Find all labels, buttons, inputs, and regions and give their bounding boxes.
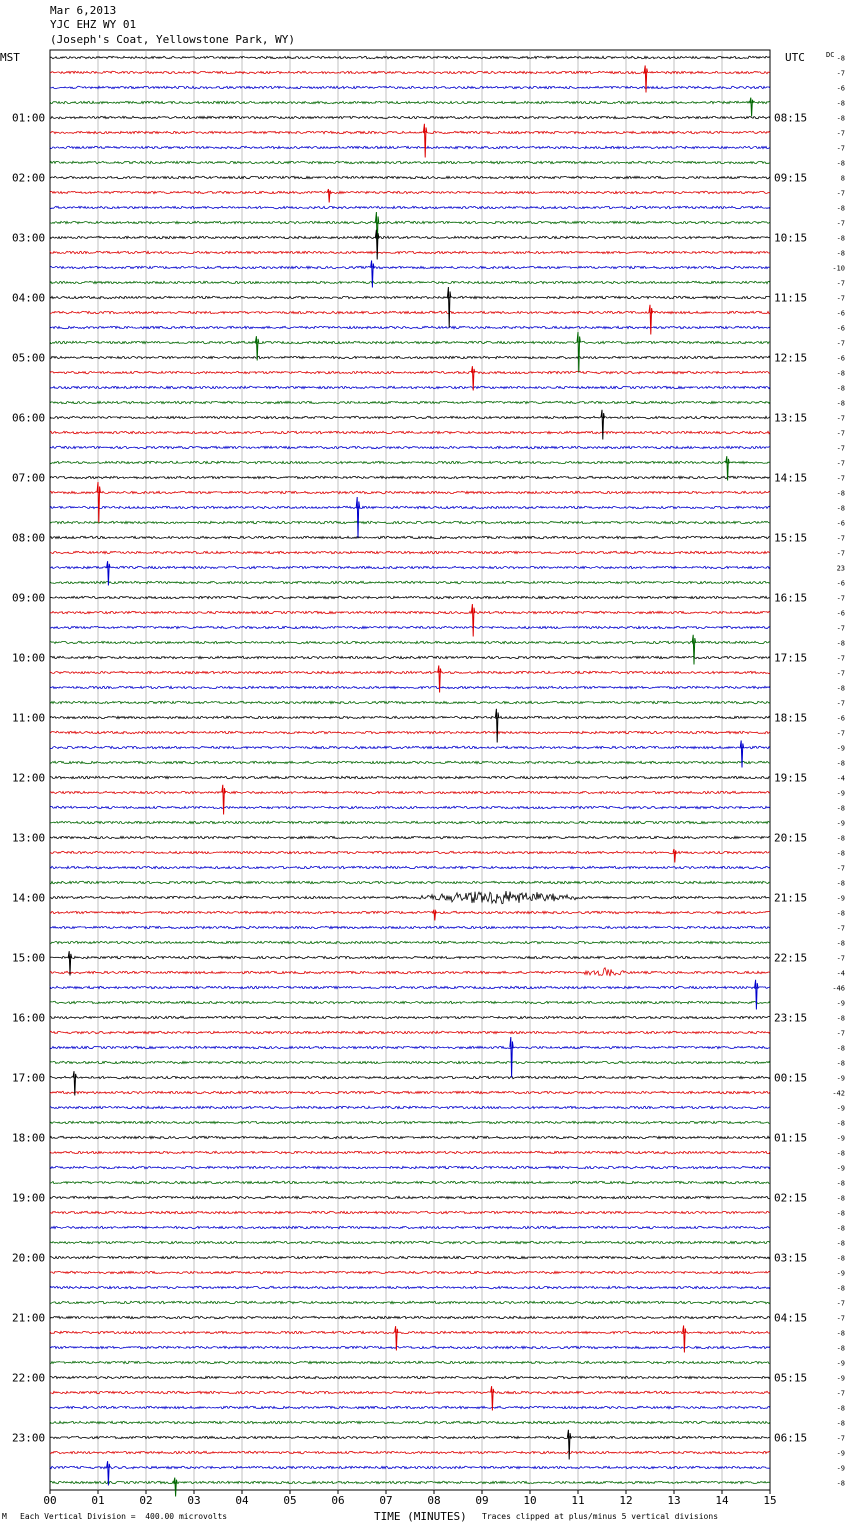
dc-offset-18: -6 bbox=[836, 324, 845, 333]
trace-55 bbox=[50, 881, 770, 883]
dc-offset-37: -6 bbox=[836, 609, 845, 618]
dc-offset-85: -8 bbox=[836, 1329, 845, 1338]
trace-56 bbox=[50, 891, 770, 904]
dc-offset-11: -7 bbox=[836, 219, 845, 228]
trace-59 bbox=[50, 941, 770, 943]
dc-offset-61: -4 bbox=[836, 969, 845, 978]
utc-label-13: 20:15 bbox=[774, 831, 808, 845]
trace-95 bbox=[50, 1481, 770, 1483]
dc-offset-8: 8 bbox=[840, 174, 845, 183]
dc-offset-30: -8 bbox=[836, 504, 845, 513]
event-spike-17 bbox=[471, 604, 474, 636]
dc-offset-19: -7 bbox=[836, 339, 845, 348]
utc-label-7: 14:15 bbox=[774, 471, 808, 485]
trace-38 bbox=[50, 626, 770, 628]
dc-offset-49: -9 bbox=[836, 789, 845, 798]
trace-30 bbox=[50, 506, 770, 508]
dc-offset-17: -6 bbox=[836, 309, 845, 318]
event-spike-34 bbox=[174, 1478, 177, 1497]
x-tick-label-07: 07 bbox=[379, 1494, 393, 1507]
trace-71 bbox=[50, 1121, 770, 1123]
dc-offset-12: -8 bbox=[836, 234, 845, 243]
trace-64 bbox=[50, 1016, 770, 1018]
dc-offset-53: -8 bbox=[836, 849, 845, 858]
mst-label-21: 21:00 bbox=[12, 1311, 46, 1325]
utc-label-15: 22:15 bbox=[774, 951, 808, 965]
trace-83 bbox=[50, 1301, 770, 1303]
dc-offset-45: -7 bbox=[836, 729, 845, 738]
dc-offset-66: -8 bbox=[836, 1044, 845, 1053]
trace-8 bbox=[50, 176, 770, 178]
trace-24 bbox=[50, 416, 770, 418]
dc-offset-3: -8 bbox=[836, 99, 845, 108]
utc-label-11: 18:15 bbox=[774, 711, 808, 725]
dc-offset-21: -8 bbox=[836, 369, 845, 378]
mst-label-2: 02:00 bbox=[12, 171, 46, 185]
dc-offset-69: -42 bbox=[832, 1089, 845, 1098]
dc-offset-70: -9 bbox=[836, 1104, 845, 1113]
trace-68 bbox=[50, 1076, 770, 1078]
trace-44 bbox=[50, 716, 770, 718]
trace-58 bbox=[50, 926, 770, 928]
dc-offset-16: -7 bbox=[836, 294, 845, 303]
trace-79 bbox=[50, 1241, 770, 1243]
corner-mark: M bbox=[2, 1512, 7, 1521]
dc-offset-25: -7 bbox=[836, 429, 845, 438]
event-spike-8 bbox=[649, 305, 652, 335]
utc-label-2: 09:15 bbox=[774, 171, 808, 185]
dc-offset-57: -8 bbox=[836, 909, 845, 918]
mst-label-23: 23:00 bbox=[12, 1431, 46, 1445]
dc-offset-29: -8 bbox=[836, 489, 845, 498]
clip-note: Traces clipped at plus/minus 5 vertical divisions bbox=[482, 1512, 719, 1521]
dc-offset-87: -9 bbox=[836, 1359, 845, 1368]
dc-offset-76: -8 bbox=[836, 1194, 845, 1203]
trace-34 bbox=[50, 566, 770, 568]
trace-26 bbox=[50, 446, 770, 448]
utc-label-3: 10:15 bbox=[774, 231, 808, 245]
mst-label-5: 05:00 bbox=[12, 351, 46, 365]
dc-offset-23: -8 bbox=[836, 399, 845, 408]
dc-offset-40: -7 bbox=[836, 654, 845, 663]
trace-28 bbox=[50, 476, 770, 478]
utc-label-16: 23:15 bbox=[774, 1011, 808, 1025]
trace-12 bbox=[50, 236, 770, 238]
x-tick-label-11: 11 bbox=[571, 1494, 585, 1507]
dc-offset-15: -7 bbox=[836, 279, 845, 288]
dc-label: DC bbox=[826, 51, 835, 59]
event-spike-22 bbox=[222, 785, 225, 815]
event-spike-27 bbox=[510, 1037, 513, 1078]
dc-offset-73: -8 bbox=[836, 1149, 845, 1158]
dc-offset-67: -8 bbox=[836, 1059, 845, 1068]
utc-label-22: 05:15 bbox=[774, 1371, 808, 1385]
trace-17 bbox=[50, 311, 770, 313]
trace-53 bbox=[50, 851, 770, 853]
mst-label-7: 07:00 bbox=[12, 471, 46, 485]
x-tick-label-04: 04 bbox=[235, 1494, 249, 1507]
dc-offset-75: -8 bbox=[836, 1179, 845, 1188]
dc-offset-26: -7 bbox=[836, 444, 845, 453]
dc-offset-86: -8 bbox=[836, 1344, 845, 1353]
mst-label-1: 01:00 bbox=[12, 111, 46, 125]
event-spike-20 bbox=[495, 709, 498, 743]
event-spike-9 bbox=[577, 332, 580, 373]
event-spike-18 bbox=[692, 635, 695, 665]
trace-6 bbox=[50, 146, 770, 148]
dc-offset-0: -8 bbox=[836, 54, 845, 63]
trace-16 bbox=[50, 296, 770, 298]
division-note: Each Vertical Division = 400.00 microvolts bbox=[20, 1512, 228, 1521]
event-spike-24 bbox=[433, 910, 436, 921]
dc-offset-36: -7 bbox=[836, 594, 845, 603]
trace-57 bbox=[50, 911, 770, 913]
dc-offset-92: -7 bbox=[836, 1434, 845, 1443]
mst-label-3: 03:00 bbox=[12, 231, 46, 245]
mst-label-8: 08:00 bbox=[12, 531, 46, 545]
dc-offset-95: -8 bbox=[836, 1479, 845, 1488]
mst-label-11: 11:00 bbox=[12, 711, 46, 725]
dc-offset-50: -8 bbox=[836, 804, 845, 813]
dc-offset-78: -8 bbox=[836, 1224, 845, 1233]
event-spike-21 bbox=[740, 741, 743, 768]
dc-offset-41: -7 bbox=[836, 669, 845, 678]
dc-offset-4: -8 bbox=[836, 114, 845, 123]
x-tick-label-12: 12 bbox=[619, 1494, 633, 1507]
event-spike-31 bbox=[491, 1386, 494, 1410]
left-axis-title: MST bbox=[0, 51, 20, 64]
trace-52 bbox=[50, 836, 770, 838]
x-tick-label-13: 13 bbox=[667, 1494, 681, 1507]
dc-offset-2: -6 bbox=[836, 84, 845, 93]
trace-70 bbox=[50, 1106, 770, 1108]
x-tick-label-15: 15 bbox=[763, 1494, 777, 1507]
event-spike-7 bbox=[447, 287, 450, 328]
trace-54 bbox=[50, 866, 770, 868]
x-tick-label-10: 10 bbox=[523, 1494, 537, 1507]
utc-label-9: 16:15 bbox=[774, 591, 808, 605]
event-spike-32 bbox=[567, 1430, 570, 1460]
mst-label-13: 13:00 bbox=[12, 831, 46, 845]
trace-74 bbox=[50, 1166, 770, 1168]
trace-42 bbox=[50, 686, 770, 688]
event-spike-1 bbox=[750, 98, 753, 117]
utc-label-14: 21:15 bbox=[774, 891, 808, 905]
trace-81 bbox=[50, 1271, 770, 1273]
trace-80 bbox=[50, 1256, 770, 1258]
trace-69 bbox=[50, 1091, 770, 1093]
dc-offset-33: -7 bbox=[836, 549, 845, 558]
utc-label-10: 17:15 bbox=[774, 651, 808, 665]
trace-61 bbox=[50, 968, 770, 976]
dc-offset-54: -7 bbox=[836, 864, 845, 873]
x-tick-label-02: 02 bbox=[139, 1494, 153, 1507]
dc-offset-32: -7 bbox=[836, 534, 845, 543]
trace-29 bbox=[50, 491, 770, 493]
dc-offset-39: -8 bbox=[836, 639, 845, 648]
dc-offset-20: -6 bbox=[836, 354, 845, 363]
trace-36 bbox=[50, 596, 770, 598]
dc-offset-65: -7 bbox=[836, 1029, 845, 1038]
dc-offset-10: -8 bbox=[836, 204, 845, 213]
trace-62 bbox=[50, 986, 770, 988]
trace-20 bbox=[50, 356, 770, 358]
utc-label-8: 15:15 bbox=[774, 531, 808, 545]
trace-49 bbox=[50, 791, 770, 793]
dc-offset-58: -7 bbox=[836, 924, 845, 933]
event-spike-3 bbox=[327, 189, 330, 203]
utc-label-12: 19:15 bbox=[774, 771, 808, 785]
trace-73 bbox=[50, 1151, 770, 1153]
dc-offset-27: -7 bbox=[836, 459, 845, 468]
dc-offset-91: -8 bbox=[836, 1419, 845, 1428]
dc-offset-5: -7 bbox=[836, 129, 845, 138]
utc-label-19: 02:15 bbox=[774, 1191, 808, 1205]
dc-offset-13: -8 bbox=[836, 249, 845, 258]
x-tick-label-01: 01 bbox=[91, 1494, 105, 1507]
trace-92 bbox=[50, 1436, 770, 1438]
dc-offset-81: -9 bbox=[836, 1269, 845, 1278]
trace-7 bbox=[50, 161, 770, 163]
trace-86 bbox=[50, 1346, 770, 1348]
trace-33 bbox=[50, 551, 770, 553]
station-location: (Joseph's Coat, Yellowstone Park, WY) bbox=[50, 33, 296, 46]
dc-offset-38: -7 bbox=[836, 624, 845, 633]
dc-offset-47: -8 bbox=[836, 759, 845, 768]
dc-offset-59: -8 bbox=[836, 939, 845, 948]
trace-27 bbox=[50, 461, 770, 463]
mst-label-18: 18:00 bbox=[12, 1131, 46, 1145]
trace-25 bbox=[50, 431, 770, 433]
mst-label-15: 15:00 bbox=[12, 951, 46, 965]
utc-label-6: 13:15 bbox=[774, 411, 808, 425]
dc-offset-88: -9 bbox=[836, 1374, 845, 1383]
trace-75 bbox=[50, 1181, 770, 1183]
trace-60 bbox=[50, 956, 770, 958]
minute-gridlines bbox=[98, 50, 722, 1490]
dc-offset-80: -8 bbox=[836, 1254, 845, 1263]
dc-offset-9: -7 bbox=[836, 189, 845, 198]
dc-offset-44: -6 bbox=[836, 714, 845, 723]
mst-label-16: 16:00 bbox=[12, 1011, 46, 1025]
x-tick-label-03: 03 bbox=[187, 1494, 201, 1507]
trace-50 bbox=[50, 806, 770, 808]
x-axis-title: TIME (MINUTES) bbox=[374, 1510, 467, 1523]
dc-offset-72: -9 bbox=[836, 1134, 845, 1143]
dc-offset-64: -8 bbox=[836, 1014, 845, 1023]
mst-label-17: 17:00 bbox=[12, 1071, 46, 1085]
trace-45 bbox=[50, 731, 770, 733]
utc-label-18: 01:15 bbox=[774, 1131, 808, 1145]
dc-offset-34: 23 bbox=[836, 564, 845, 573]
trace-39 bbox=[50, 641, 770, 643]
dc-offset-28: -7 bbox=[836, 474, 845, 483]
event-spike-30 bbox=[683, 1326, 686, 1353]
utc-label-1: 08:15 bbox=[774, 111, 808, 125]
event-spike-2 bbox=[423, 124, 426, 158]
x-tick-label-08: 08 bbox=[427, 1494, 441, 1507]
event-spike-23 bbox=[673, 849, 676, 863]
event-spike-29 bbox=[395, 1326, 398, 1350]
dc-offset-93: -9 bbox=[836, 1449, 845, 1458]
trace-88 bbox=[50, 1376, 770, 1378]
trace-21 bbox=[50, 371, 770, 373]
dc-offset-82: -8 bbox=[836, 1284, 845, 1293]
mst-label-9: 09:00 bbox=[12, 591, 46, 605]
dc-offset-51: -9 bbox=[836, 819, 845, 828]
trace-11 bbox=[50, 221, 770, 223]
dc-offset-48: -4 bbox=[836, 774, 845, 783]
dc-offset-68: -9 bbox=[836, 1074, 845, 1083]
dc-offset-7: -8 bbox=[836, 159, 845, 168]
dc-offset-31: -6 bbox=[836, 519, 845, 528]
trace-15 bbox=[50, 281, 770, 283]
dc-offset-90: -8 bbox=[836, 1404, 845, 1413]
dc-offset-14: -10 bbox=[832, 264, 845, 273]
trace-32 bbox=[50, 536, 770, 538]
dc-offset-74: -9 bbox=[836, 1164, 845, 1173]
trace-85 bbox=[50, 1331, 770, 1333]
trace-18 bbox=[50, 326, 770, 328]
trace-76 bbox=[50, 1196, 770, 1198]
trace-9 bbox=[50, 191, 770, 193]
x-tick-label-00: 00 bbox=[43, 1494, 57, 1507]
trace-67 bbox=[50, 1061, 770, 1063]
trace-14 bbox=[50, 266, 770, 268]
dc-offset-63: -9 bbox=[836, 999, 845, 1008]
trace-48 bbox=[50, 776, 770, 778]
dc-offset-46: -9 bbox=[836, 744, 845, 753]
dc-offset-22: -8 bbox=[836, 384, 845, 393]
dc-offset-60: -7 bbox=[836, 954, 845, 963]
trace-37 bbox=[50, 611, 770, 613]
trace-1 bbox=[50, 71, 770, 73]
utc-label-20: 03:15 bbox=[774, 1251, 808, 1265]
trace-90 bbox=[50, 1406, 770, 1408]
dc-offset-55: -8 bbox=[836, 879, 845, 888]
trace-23 bbox=[50, 401, 770, 403]
trace-82 bbox=[50, 1286, 770, 1288]
trace-65 bbox=[50, 1031, 770, 1033]
trace-13 bbox=[50, 251, 770, 253]
trace-91 bbox=[50, 1421, 770, 1423]
trace-93 bbox=[50, 1451, 770, 1453]
utc-label-17: 00:15 bbox=[774, 1071, 808, 1085]
trace-2 bbox=[50, 86, 770, 88]
x-tick-label-09: 09 bbox=[475, 1494, 489, 1507]
trace-66 bbox=[50, 1046, 770, 1048]
trace-72 bbox=[50, 1136, 770, 1138]
event-spike-14 bbox=[97, 482, 100, 523]
station-code: YJC EHZ WY 01 bbox=[50, 18, 137, 31]
dc-offset-43: -7 bbox=[836, 699, 845, 708]
mst-label-22: 22:00 bbox=[12, 1371, 46, 1385]
plot-date: Mar 6,2013 bbox=[50, 4, 117, 17]
event-spike-6 bbox=[371, 261, 374, 288]
event-spike-26 bbox=[755, 980, 758, 1010]
trace-43 bbox=[50, 701, 770, 703]
trace-94 bbox=[50, 1466, 770, 1468]
dc-offset-35: -6 bbox=[836, 579, 845, 588]
right-axis-title: UTC bbox=[785, 51, 805, 64]
trace-group bbox=[50, 56, 770, 1496]
event-spike-15 bbox=[356, 497, 359, 538]
event-spike-12 bbox=[601, 410, 604, 440]
mst-label-10: 10:00 bbox=[12, 651, 46, 665]
trace-47 bbox=[50, 761, 770, 763]
mst-label-14: 14:00 bbox=[12, 891, 46, 905]
utc-label-4: 11:15 bbox=[774, 291, 808, 305]
trace-19 bbox=[50, 341, 770, 343]
dc-offset-83: -7 bbox=[836, 1299, 845, 1308]
dc-offset-84: -7 bbox=[836, 1314, 845, 1323]
trace-89 bbox=[50, 1391, 770, 1393]
utc-label-21: 04:15 bbox=[774, 1311, 808, 1325]
trace-31 bbox=[50, 521, 770, 523]
mst-label-20: 20:00 bbox=[12, 1251, 46, 1265]
x-tick-label-14: 14 bbox=[715, 1494, 729, 1507]
dc-offset-42: -8 bbox=[836, 684, 845, 693]
dc-offset-62: -46 bbox=[832, 984, 845, 993]
trace-63 bbox=[50, 1001, 770, 1003]
trace-46 bbox=[50, 746, 770, 748]
dc-offset-1: -7 bbox=[836, 69, 845, 78]
utc-label-5: 12:15 bbox=[774, 351, 808, 365]
trace-77 bbox=[50, 1211, 770, 1213]
dc-offset-89: -7 bbox=[836, 1389, 845, 1398]
dc-offset-56: -9 bbox=[836, 894, 845, 903]
trace-22 bbox=[50, 386, 770, 388]
dc-offset-79: -8 bbox=[836, 1239, 845, 1248]
trace-35 bbox=[50, 581, 770, 583]
plot-frame bbox=[50, 50, 770, 1490]
event-spike-25 bbox=[68, 951, 71, 975]
dc-offset-94: -9 bbox=[836, 1464, 845, 1473]
trace-10 bbox=[50, 206, 770, 208]
trace-87 bbox=[50, 1361, 770, 1363]
trace-78 bbox=[50, 1226, 770, 1228]
trace-84 bbox=[50, 1316, 770, 1318]
utc-label-23: 06:15 bbox=[774, 1431, 808, 1445]
trace-41 bbox=[50, 671, 770, 673]
mst-label-6: 06:00 bbox=[12, 411, 46, 425]
mst-label-4: 04:00 bbox=[12, 291, 46, 305]
dc-offset-71: -8 bbox=[836, 1119, 845, 1128]
x-tick-label-05: 05 bbox=[283, 1494, 297, 1507]
mst-label-12: 12:00 bbox=[12, 771, 46, 785]
trace-4 bbox=[50, 116, 770, 118]
trace-0 bbox=[50, 56, 770, 58]
trace-3 bbox=[50, 101, 770, 103]
trace-40 bbox=[50, 656, 770, 658]
dc-offset-6: -7 bbox=[836, 144, 845, 153]
mst-label-19: 19:00 bbox=[12, 1191, 46, 1205]
dc-offset-52: -8 bbox=[836, 834, 845, 843]
trace-5 bbox=[50, 131, 770, 133]
x-tick-label-06: 06 bbox=[331, 1494, 345, 1507]
dc-offset-77: -8 bbox=[836, 1209, 845, 1218]
dc-offset-24: -7 bbox=[836, 414, 845, 423]
trace-51 bbox=[50, 821, 770, 823]
